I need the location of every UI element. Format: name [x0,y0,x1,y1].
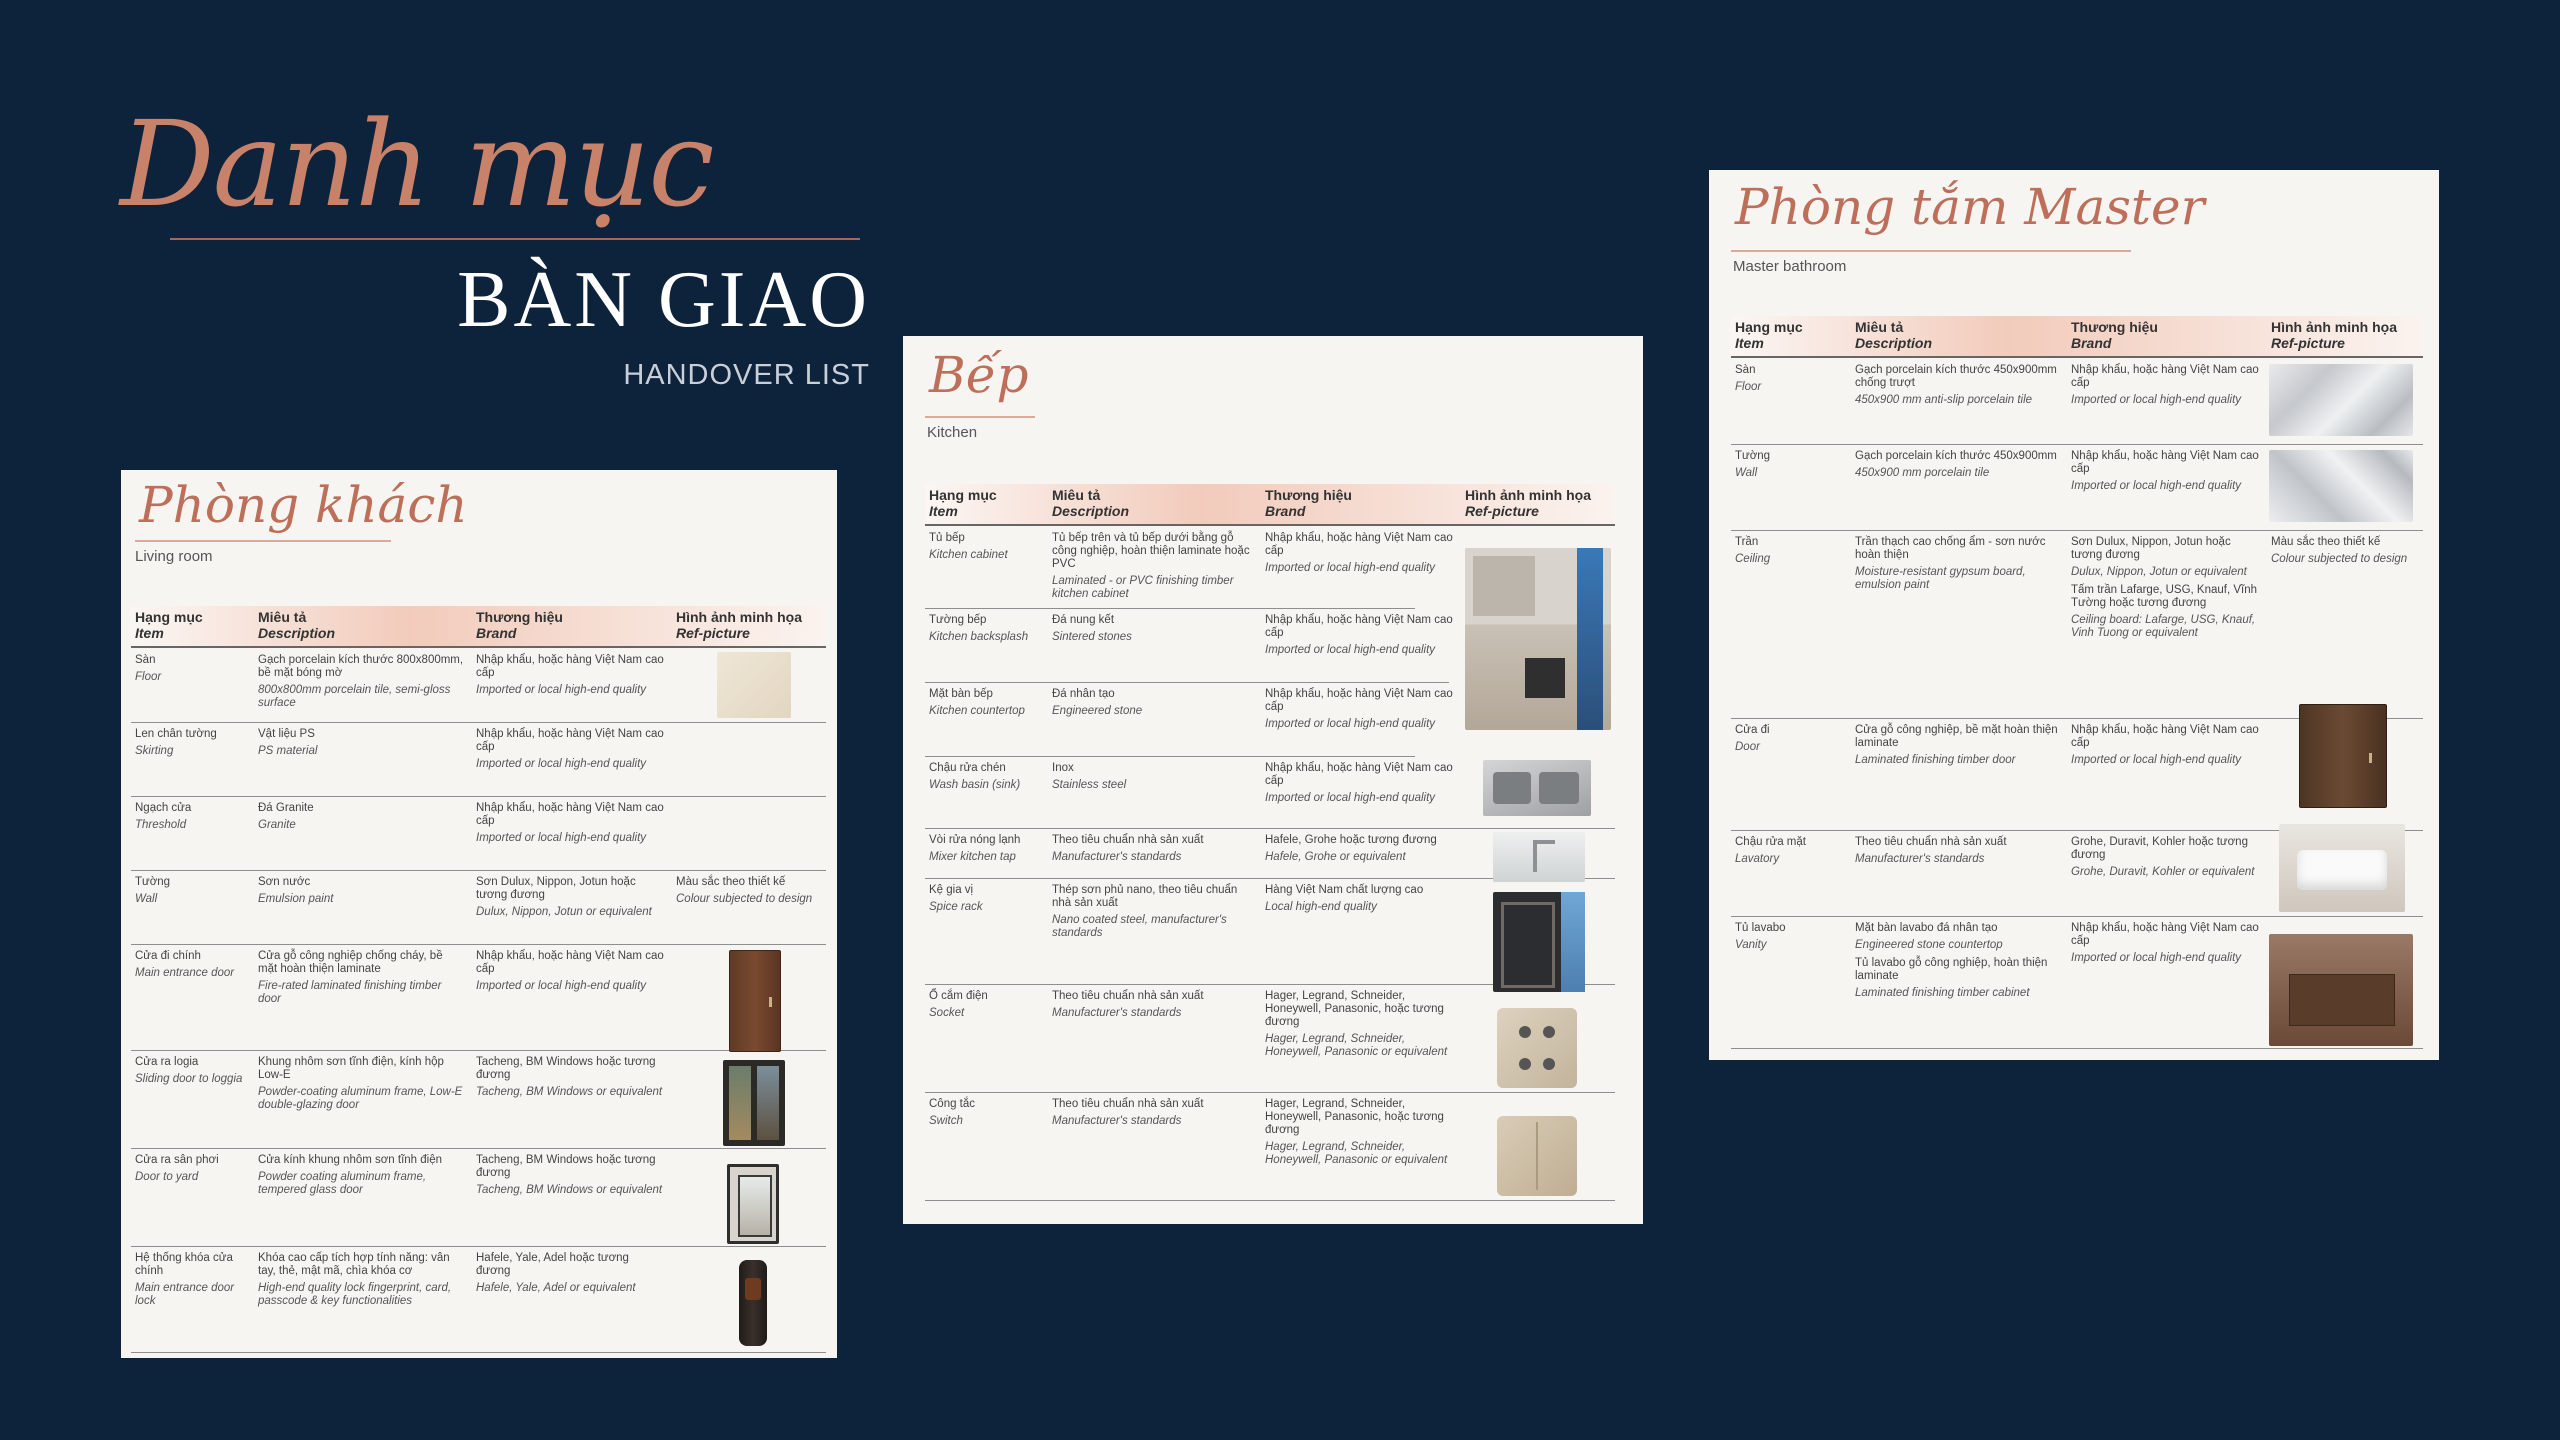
cell-brand: Nhập khẩu, hoặc hàng Việt Nam cao cấp Imported or local high-end quality [1265,532,1453,574]
cell-brand: Nhập khẩu, hoặc hàng Việt Nam cao cấp Imported or local high-end quality [2071,922,2259,964]
cell-brand: Nhập khẩu, hoặc hàng Việt Nam cao cấp Imported or local high-end quality [476,728,664,770]
cell-brand: Sơn Dulux, Nippon, Jotun hoặc tương đương Dulux, Nippon, Jotun or equivalent Tấm trần Lafarge, USG, Knauf, Vĩnh Tường hoặc tương đương Ceiling board: Lafarge, USG, Knauf, Vinh Tuong or equivalent [2071,536,2258,639]
cell-item: Cửa ra sân phơi Door to yard [135,1154,219,1183]
cell-description: Theo tiêu chuẩn nhà sản xuất Manufacturer's standards [1052,1098,1204,1127]
header-ref-picture: Hình ảnh minh họa Ref-picture [2271,319,2397,351]
card-title: Phòng khách [139,476,468,534]
card-title-rule [135,540,391,542]
cell-description: Vật liệu PS PS material [258,728,318,757]
cell-brand: Hager, Legrand, Schneider, Honeywell, Panasonic, hoặc tương đương Hager, Legrand, Schneider, Honeywell, Panasonic or equivalent [1265,990,1448,1058]
floor-tile-picture [717,652,791,718]
table-row [131,722,826,797]
cell-item: Mặt bàn bếp Kitchen countertop [929,688,1025,717]
cell-description: Đá nhân tạo Engineered stone [1052,688,1143,717]
cell-item: Ổ cắm điện Socket [929,990,988,1019]
cell-description: Gạch porcelain kích thước 800x800mm, bề mặt bóng mờ 800x800mm porcelain tile, semi-gloss surface [258,654,464,709]
cell-note: Màu sắc theo thiết kế Colour subjected to design [2271,536,2408,565]
table-row [131,1246,826,1353]
cell-description: Tủ bếp trên và tủ bếp dưới bằng gỗ công nghiệp, hoàn thiện laminate hoặc PVC Laminated - or PVC finishing timber kitchen cabinet [1052,532,1250,600]
mixer-tap-picture [1493,832,1585,882]
sink-picture [1483,760,1591,816]
cell-item: Công tắc Switch [929,1098,976,1127]
lavatory-picture [2279,824,2405,912]
table-row [131,1050,826,1149]
cell-item: Vòi rửa nóng lạnh Mixer kitchen tap [929,834,1021,863]
cell-description: Sơn nước Emulsion paint [258,876,334,905]
card-subtitle: Master bathroom [1733,258,1847,275]
table-row [131,1148,826,1247]
cell-item: Sàn Floor [1735,364,1762,393]
cell-description: Gạch porcelain kích thước 450x900mm 450x900 mm porcelain tile [1855,450,2057,479]
cell-item: Tường Wall [1735,450,1771,479]
header-item: Hạng mục Item [135,609,203,641]
living-room-card [121,470,837,1358]
header-item: Hạng mục Item [1735,319,1803,351]
cell-description: Theo tiêu chuẩn nhà sản xuất Manufacturer's standards [1855,836,2007,865]
hero-divider [170,238,860,240]
cell-brand: Hafele, Grohe hoặc tương đương Hafele, Grohe or equivalent [1265,834,1437,863]
card-subtitle: Living room [135,548,213,565]
cell-description: Cửa gỗ công nghiệp chống cháy, bề mặt hoàn thiện laminate Fire-rated laminated finishing timber door [258,950,443,1005]
cell-description: Theo tiêu chuẩn nhà sản xuất Manufacturer's standards [1052,990,1204,1019]
cell-description: Đá nung kết Sintered stones [1052,614,1132,643]
socket-picture [1497,1008,1577,1088]
cell-description: Khóa cao cấp tích hợp tính năng: vân tay, thẻ, mật mã, chìa khóa cơ High-end quality lock fingerprint, card, passcode & key functionalities [258,1252,452,1307]
cell-brand: Nhập khẩu, hoặc hàng Việt Nam cao cấp Imported or local high-end quality [1265,688,1453,730]
header-description: Miêu tả Description [1052,487,1130,519]
hero-title: BÀN GIAO [457,256,870,344]
cell-description: Khung nhôm sơn tĩnh điện, kính hộp Low-E Powder-coating aluminum frame, Low-E double-glazing door [258,1056,463,1111]
cell-brand: Hàng Việt Nam chất lượng cao Local high-end quality [1265,884,1424,913]
cell-item: Sàn Floor [135,654,162,683]
hero-subtitle: HANDOVER LIST [623,359,870,391]
cell-item: Kệ gia vị Spice rack [929,884,983,913]
kitchen-card [903,336,1643,1224]
spice-rack-picture [1493,892,1585,992]
cell-item: Tường bếp Kitchen backsplash [929,614,1029,643]
cell-brand: Nhập khẩu, hoặc hàng Việt Nam cao cấp Imported or local high-end quality [476,654,664,696]
table-row [925,608,1453,683]
cell-item: Len chân tường Skirting [135,728,217,757]
cell-brand: Grohe, Duravit, Kohler hoặc tương đương Grohe, Duravit, Kohler or equivalent [2071,836,2255,878]
cell-brand: Sơn Dulux, Nippon, Jotun hoặc tương đương Dulux, Nippon, Jotun or equivalent [476,876,652,918]
cell-description: Cửa gỗ công nghiệp, bề mặt hoàn thiện laminate Laminated finishing timber door [1855,724,2058,766]
table-row [925,526,1453,609]
cell-brand: Nhập khẩu, hoặc hàng Việt Nam cao cấp Imported or local high-end quality [2071,450,2259,492]
cell-item: Tủ bếp Kitchen cabinet [929,532,1008,561]
hero [110,95,870,415]
cell-brand: Nhập khẩu, hoặc hàng Việt Nam cao cấp Imported or local high-end quality [476,950,664,992]
card-title: Bếp [929,346,1029,404]
cell-description: Đá Granite Granite [258,802,314,831]
table-header [925,484,1615,526]
cell-item: Ngạch cửa Threshold [135,802,192,831]
cell-brand: Tacheng, BM Windows hoặc tương đương Tacheng, BM Windows or equivalent [476,1056,663,1098]
header-ref-picture: Hình ảnh minh họa Ref-picture [676,609,802,641]
wall-marble-picture [2269,450,2413,522]
cell-item: Hệ thống khóa cửa chính Main entrance door lock [135,1252,235,1307]
header-description: Miêu tả Description [1855,319,1933,351]
cell-description: Cửa kính khung nhôm sơn tĩnh điện Powder coating aluminum frame, tempered glass door [258,1154,443,1196]
header-description: Miêu tả Description [258,609,336,641]
bath-door-picture [2299,704,2387,808]
header-brand: Thương hiệu Brand [476,609,563,641]
cell-item: Tường Wall [135,876,171,905]
cell-description: Mặt bàn lavabo đá nhân tạo Engineered stone countertop Tủ lavabo gỗ công nghiệp, hoàn thiện laminate Laminated finishing timber cabinet [1855,922,2048,999]
glass-door-picture [727,1164,779,1244]
card-title-rule [1731,250,2131,252]
cell-note: Màu sắc theo thiết kế Colour subjected to design [676,876,813,905]
cell-item: Chậu rửa chén Wash basin (sink) [929,762,1021,791]
cell-brand: Hager, Legrand, Schneider, Honeywell, Panasonic, hoặc tương đương Hager, Legrand, Schneider, Honeywell, Panasonic or equivalent [1265,1098,1448,1166]
cell-description: Theo tiêu chuẩn nhà sản xuất Manufacturer's standards [1052,834,1204,863]
cell-brand: Nhập khẩu, hoặc hàng Việt Nam cao cấp Imported or local high-end quality [2071,364,2259,406]
header-brand: Thương hiệu Brand [2071,319,2158,351]
table-header [131,606,826,648]
cell-description: Thép sơn phủ nano, theo tiêu chuẩn nhà sản xuất Nano coated steel, manufacturer's standards [1052,884,1238,939]
switch-picture [1497,1116,1577,1196]
table-row [925,682,1453,757]
cell-item: Tủ lavabo Vanity [1735,922,1786,951]
table-row [131,796,826,871]
cell-description: Trần thạch cao chống ẩm - sơn nước hoàn thiện Moisture-resistant gypsum board, emulsion paint [1855,536,2046,591]
kitchen-cabinet-picture [1465,548,1611,730]
door-lock-picture [739,1260,767,1346]
cell-item: Trần Ceiling [1735,536,1771,565]
cell-brand: Hafele, Yale, Adel hoặc tương đương Hafele, Yale, Adel or equivalent [476,1252,636,1294]
card-title: Phòng tắm Master [1735,178,2205,236]
cell-brand: Nhập khẩu, hoặc hàng Việt Nam cao cấp Imported or local high-end quality [1265,614,1453,656]
vanity-picture [2269,934,2413,1046]
master-bathroom-card [1709,170,2439,1060]
floor-marble-picture [2269,364,2413,436]
card-subtitle: Kitchen [927,424,978,441]
cell-item: Chậu rửa mặt Lavatory [1735,836,1806,865]
cell-brand: Nhập khẩu, hoặc hàng Việt Nam cao cấp Imported or local high-end quality [476,802,664,844]
cell-brand: Tacheng, BM Windows hoặc tương đương Tacheng, BM Windows or equivalent [476,1154,663,1196]
table-row [1731,530,2423,719]
cell-brand: Nhập khẩu, hoặc hàng Việt Nam cao cấp Imported or local high-end quality [1265,762,1453,804]
hero-script-title: Danh mục [120,95,713,233]
header-ref-picture: Hình ảnh minh họa Ref-picture [1465,487,1591,519]
wood-door-picture [729,950,781,1052]
card-title-rule [925,416,1035,418]
table-header [1731,316,2423,358]
sliding-door-picture [723,1060,785,1146]
cell-description: Gạch porcelain kích thước 450x900mm chống trượt 450x900 mm anti-slip porcelain tile [1855,364,2057,406]
table-row [131,944,826,1051]
cell-description: Inox Stainless steel [1052,762,1127,791]
cell-brand: Nhập khẩu, hoặc hàng Việt Nam cao cấp Imported or local high-end quality [2071,724,2259,766]
table-row [131,870,826,945]
cell-item: Cửa đi chính Main entrance door [135,950,235,979]
header-brand: Thương hiệu Brand [1265,487,1352,519]
header-item: Hạng mục Item [929,487,997,519]
cell-item: Cửa ra logia Sliding door to loggia [135,1056,243,1085]
cell-item: Cửa đi Door [1735,724,1770,753]
